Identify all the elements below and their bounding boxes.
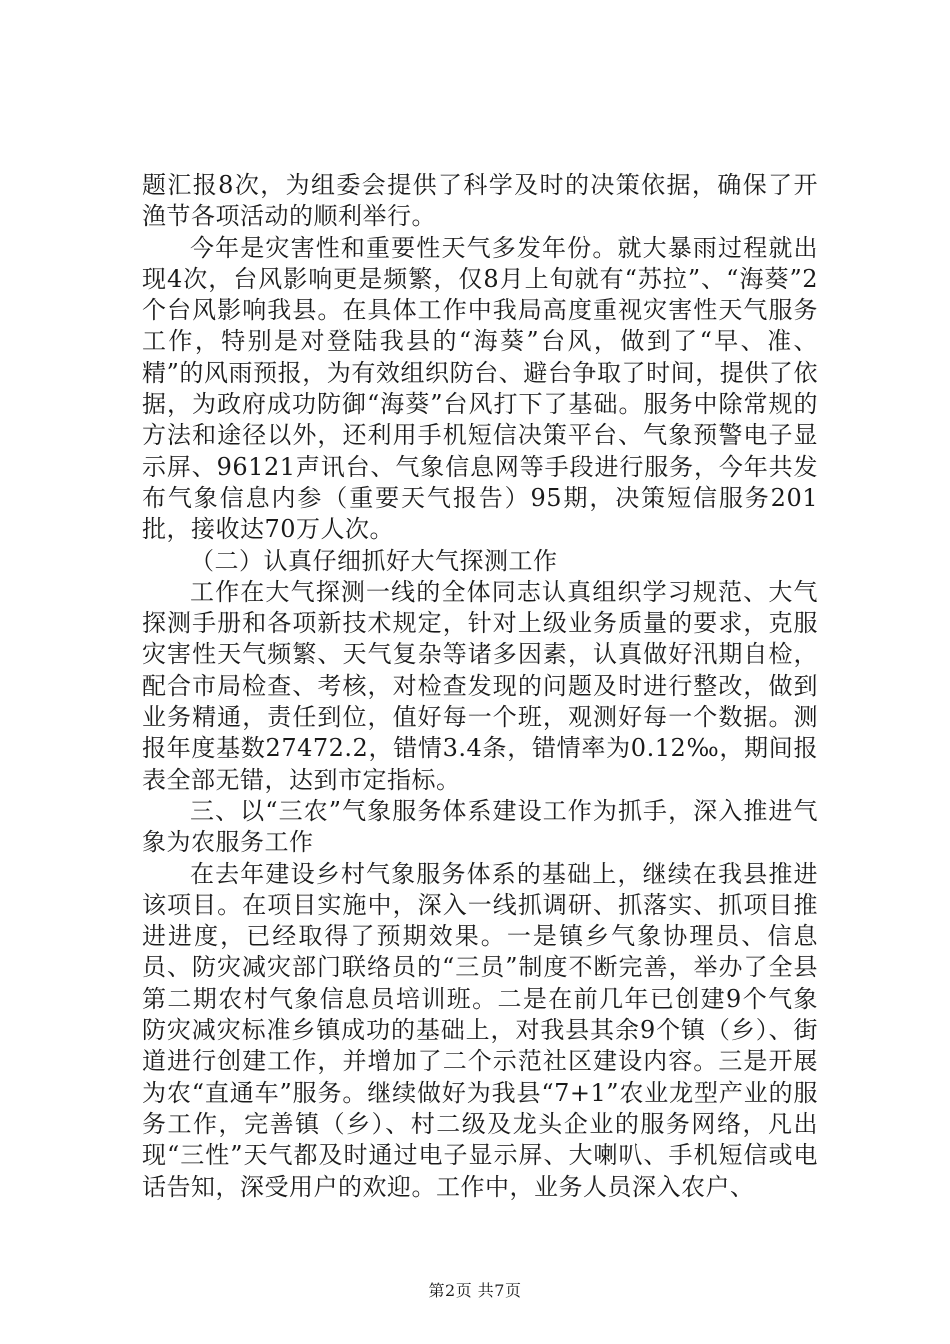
section-heading-agriculture-service: 三、以“三农”气象服务体系建设工作为抓手，深入推进气象为农服务工作 [142, 796, 818, 857]
paragraph-atmospheric-detection: 工作在大气探测一线的全体同志认真组织学习规范、大气探测手册和各项新技术规定，针对上级业务质量的要求，克服灾害性天气频繁、天气复杂等诸多因素，认真做好汛期自检，配合市局检查、考核，对检查发现的问题及时进行整改，做到业务精通，责任到位，值好每一个班，观测好每一个数据。测报年度基数27472.2，错情3.4条，错情率为0.12‰，期间报表全部无错，达到市定指标。 [142, 577, 818, 794]
page-number-footer: 第2页 共7页 [428, 1281, 522, 1300]
section-heading-atmospheric-detection: （二）认真仔细抓好大气探测工作 [190, 546, 558, 575]
paragraph-agriculture-service: 在去年建设乡村气象服务体系的基础上，继续在我县推进该项目。在项目实施中，深入一线抓调研、抓落实、抓项目推进进度，已经取得了预期效果。一是镇乡气象协理员、信息员、防灾减灾部门联络员的“三员”制度不断完善，举办了全县第二期农村气象信息员培训班。二是在前几年已创建9个气象防灾减灾标准乡镇成功的基础上，对我县其余9个镇（乡）、街道进行创建工作，并增加了二个示范社区建设内容。三是开展为农“直通车”服务。继续做好为我县“7+1”农业龙型产业的服务工作，完善镇（乡）、村二级及龙头企业的服务网络，凡出现“三性”天气都及时通过电子显示屏、大喇叭、手机短信或电话告知，深受用户的欢迎。工作中，业务人员深入农户、 [142, 859, 818, 1201]
paragraph-weather-service: 今年是灾害性和重要性天气多发年份。就大暴雨过程就出现4次，台风影响更是频繁，仅8月上旬就有“苏拉”、“海葵”2个台风影响我县。在具体工作中我局高度重视灾害性天气服务工作，特别是对登陆我县的“海葵”台风，做到了“早、准、精”的风雨预报，为有效组织防台、避台争取了时间，提供了依据，为政府成功防御“海葵”台风打下了基础。服务中除常规的方法和途径以外，还利用手机短信决策平台、气象预警电子显示屏、96121声讯台、气象信息网等手段进行服务，今年共发布气象信息内参（重要天气报告）95期，决策短信服务201批，接收达70万人次。 [142, 233, 818, 544]
document-body [142, 170, 818, 1203]
paragraph-continuation: 题汇报8次，为组委会提供了科学及时的决策依据，确保了开渔节各项活动的顺利举行。 [142, 171, 818, 231]
